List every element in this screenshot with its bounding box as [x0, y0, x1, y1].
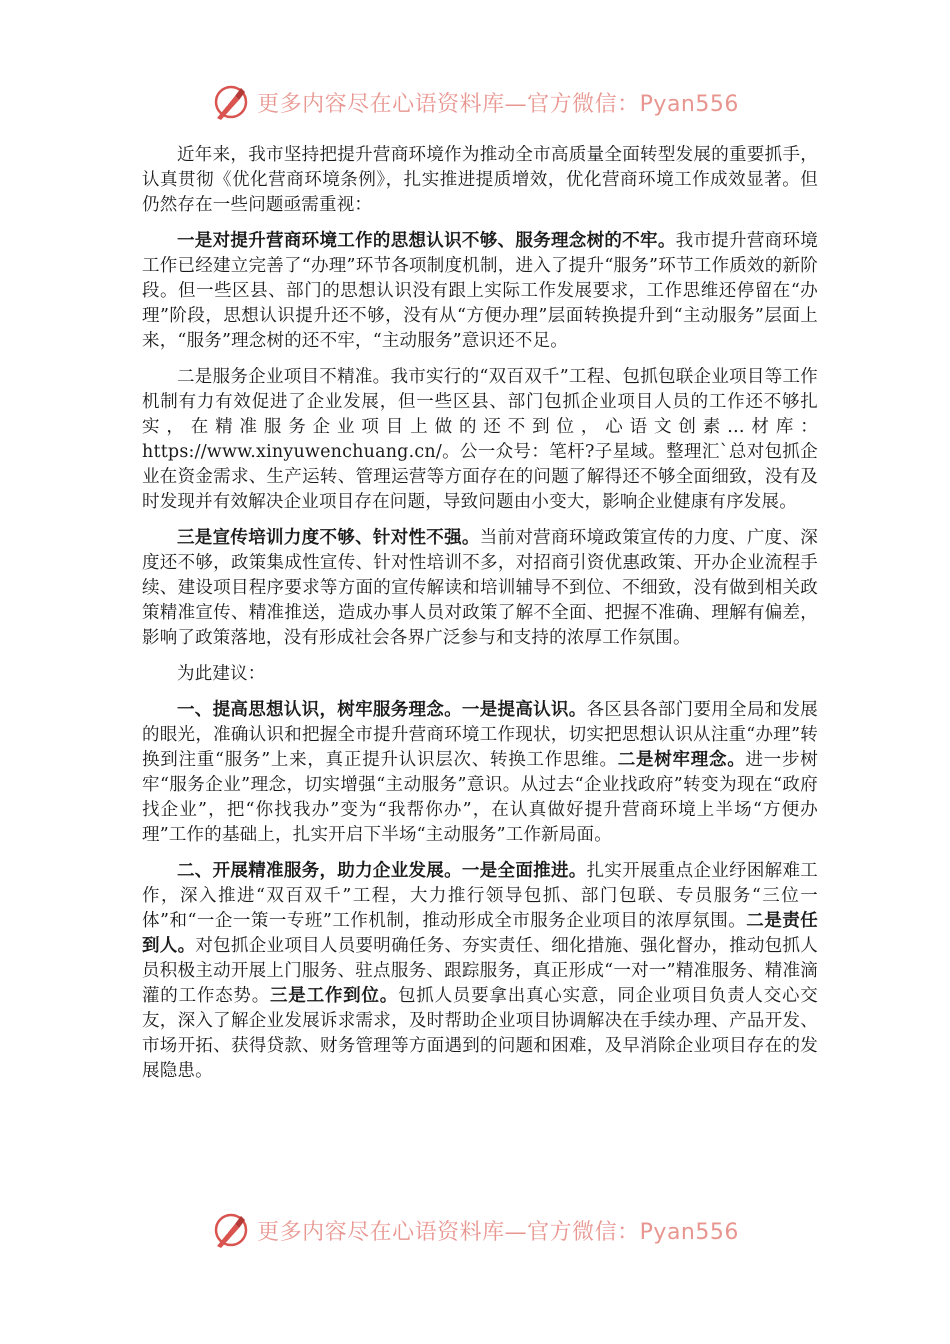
pen-logo-icon	[211, 82, 251, 122]
paragraph-intro: 近年来，我市坚持把提升营商环境作为推动全市高质量全面转型发展的重要抓手，认真贯彻《优化营商环境条例》，扎实推进提质增效，优化营商环境工作成效显著。但仍然存在一些问题亟需重视：	[142, 145, 818, 215]
paragraph-suggestion-intro: 为此建议：	[177, 664, 266, 684]
paragraph-problem-2: 二是服务企业项目不精准。我市实行的“双百双千”工程、包抓包联企业项目等工作机制有力有效促进了企业发展，但一些区县、部门包抓企业项目人员的工作还不够扎实，在精准服务企业项目上做的还不到位，心语文创素…材库：https://www.xinyuwenchuang.cn/。公一众号：笔杆?子星域。整理汇`总对包抓企业在资金需求、生产运转、管理运营等方面存在的问题了解得还不够全面细致，没有及时发现并有效解决企业项目存在问题，导致问题由小变大，影响企业健康有序发展。	[142, 367, 818, 512]
footer-banner	[0, 1208, 950, 1252]
document-body	[142, 143, 818, 1095]
header-banner	[0, 80, 950, 124]
footer-banner-text: 更多内容尽在心语资料库—官方微信：Pyan556	[257, 1219, 739, 1245]
paragraph-suggestion-1: 一、提高思想认识，树牢服务理念。一是提高认识。各区县各部门要用全局和发展的眼光，准确认识和把握全市提升营商环境工作现状，切实把思想认识从注重“办理”转换到注重“服务”上来，真正提升认识层次、转换工作思维。二是树牢理念。进一步树牢“服务企业”理念，切实增强“主动服务”意识。从过去“企业找政府”转变为现在“政府找企业”，把“你找我办”变为“我帮你办”，在认真做好提升营商环境上半场“方便办理”工作的基础上，扎实开启下半场“主动服务”工作新局面。	[142, 700, 818, 845]
paragraph-problem-1: 一是对提升营商环境工作的思想认识不够、服务理念树的不牢。我市提升营商环境工作已经建立完善了“办理”环节各项制度机制，进入了提升“服务”环节工作质效的新阶段。但一些区县、部门的思想认识没有跟上实际工作发展要求，工作思维还停留在“办理”阶段，思想认识提升还不够，没有从“方便办理”层面转换提升到“主动服务”层面上来，“服务”理念树的还不牢，“主动服务”意识还不足。	[142, 231, 818, 351]
paragraph-problem-3: 三是宣传培训力度不够、针对性不强。当前对营商环境政策宣传的力度、广度、深度还不够，政策集成性宣传、针对性培训不多，对招商引资优惠政策、开办企业流程手续、建设项目程序要求等方面的宣传解读和培训辅导不到位、不细致，没有做到相关政策精准宣传、精准推送，造成办事人员对政策了解不全面、把握不准确、理解有偏差，影响了政策落地，没有形成社会各界广泛参与和支持的浓厚工作氛围。	[142, 528, 818, 648]
header-banner-text: 更多内容尽在心语资料库—官方微信：Pyan556	[257, 91, 739, 117]
paragraph-suggestion-2: 二、开展精准服务，助力企业发展。一是全面推进。扎实开展重点企业纾困解难工作，深入推进“双百双千”工程，大力推行领导包抓、部门包联、专员服务“三位一体”和“一企一策一专班”工作机制，推动形成全市服务企业项目的浓厚氛围。二是责任到人。对包抓企业项目人员要明确任务、夯实责任、细化措施、强化督办，推动包抓人员积极主动开展上门服务、驻点服务、跟踪服务，真正形成“一对一”精准服务、精准滴灌的工作态势。三是工作到位。包抓人员要拿出真心实意，同企业项目负责人交心交友，深入了解企业发展诉求需求，及时帮助企业项目协调解决在手续办理、产品开发、市场开拓、获得贷款、财务管理等方面遇到的问题和困难，及早消除企业项目存在的发展隐患。	[142, 861, 818, 1081]
pen-logo-icon	[211, 1210, 251, 1250]
